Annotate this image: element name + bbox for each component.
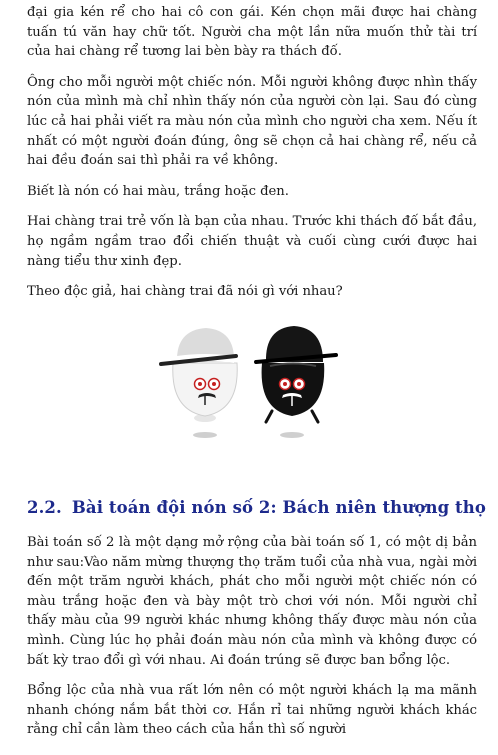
paragraph: Bài toán số 2 là một dạng mở rộng của bài toán số 1, có một dị bản như sau:Vào năm mừng thượng thọ trăm tuổi của nhà vua, ngài mời đến một trăm người khách, phát cho mỗi người một chiếc nón có màu trắng hoặc đen và bày một trò chơi với nón. Mỗi người chỉ thấy màu của 99 người khác nhưng không thấy được màu nón của mình. Cùng lúc họ phải đoán màu nón của mình và không được có bất kỳ trao đổi gì với nhau. Ai đoán trúng sẽ được ban bổng lộc. — [27, 535, 477, 668]
white-hat-character — [161, 328, 237, 438]
paragraph: Hai chàng trai trẻ vốn là bạn của nhau. Trước khi thách đố bắt đầu, họ ngầm ngầm trao đổi chiến thuật và cuối cùng cưới được hai nàng tiểu thư xinh đẹp. — [27, 214, 477, 269]
section-title: Bài toán đội nón số 2: Bách niên thượng thọ — [71, 498, 486, 517]
paragraph: Bổng lộc của nhà vua rất lớn nên có một người khách lạ ma mãnh nhanh chóng nắm bắt thời cơ. Hắn rỉ tai những người khách khác rằng chỉ cần làm theo cách của hắn thì số người — [27, 683, 477, 738]
paragraph: đại gia kén rể cho hai cô con gái. Kén chọn mãi được hai chàng tuấn tú văn hay chữ tốt. Người cha một lần nữa muốn thử tài trí của hai chàng rể tương lai bèn bày ra thách đố. — [27, 5, 477, 60]
two-hat-men-illustration — [0, 318, 498, 443]
section-heading — [27, 498, 487, 517]
section-body — [27, 533, 477, 751]
paragraph: Ông cho mỗi người một chiếc nón. Mỗi người không được nhìn thấy nón của mình mà chỉ nhìn thấy nón của người còn lại. Sau đó cùng lúc cả hai phải viết ra màu nón của mình cho người cha xem. Nếu ít nhất có một người đoán đúng, ông sẽ chọn cả hai chàng rể, nếu cả hai đều đoán sai thì phải ra về không. — [27, 74, 477, 169]
black-hat-character — [256, 326, 336, 438]
question-paragraph: Theo độc giả, hai chàng trai đã nói gì với nhau? — [27, 284, 343, 300]
intro-text — [27, 0, 477, 313]
illustration — [0, 318, 498, 443]
paragraph: Biết là nón có hai màu, trắng hoặc đen. — [27, 183, 289, 199]
section-number: 2.2. — [27, 498, 62, 517]
